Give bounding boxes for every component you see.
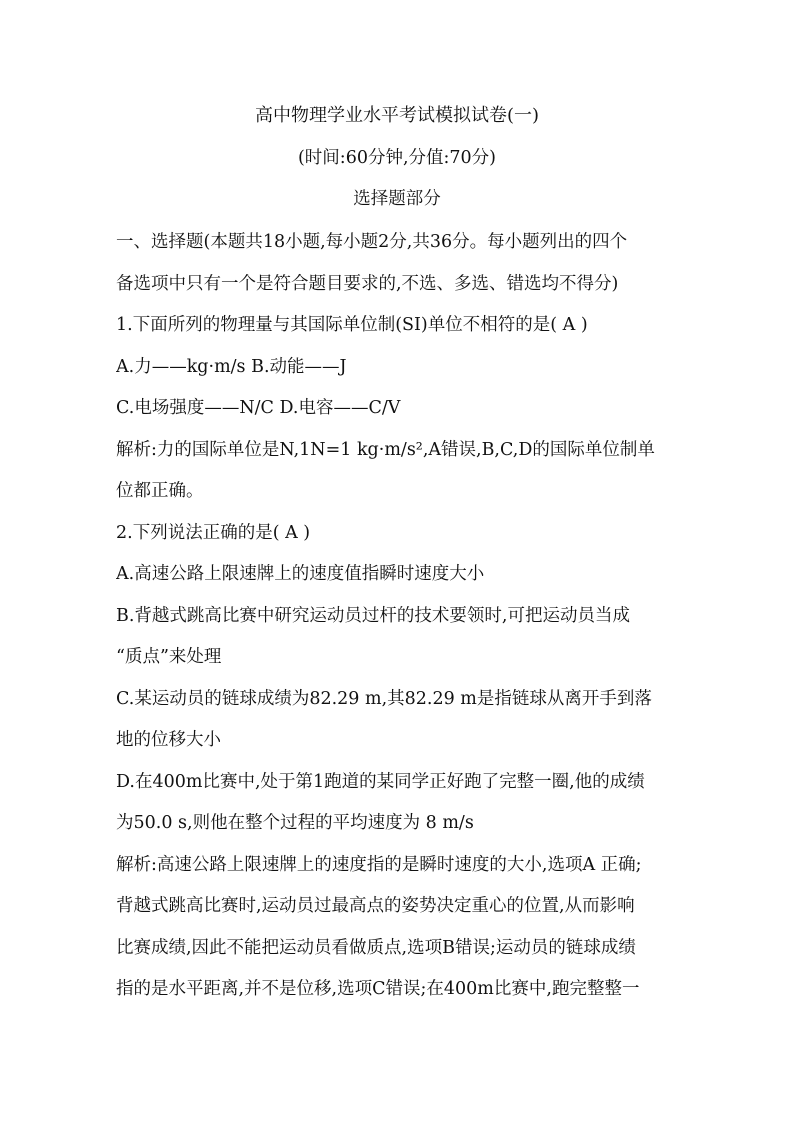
instructions-line-1: 一、选择题(本题共18小题,每小题2分,共36分。每小题列出的四个	[116, 232, 628, 252]
question-2-option-d-line-2: 为50.0 s,则他在整个过程的平均速度为 8 m/s	[116, 813, 474, 833]
question-1-analysis-line-1: 解析:力的国际单位是N,1N=1 kg·m/s²,A错误,B,C,D的国际单位制单	[116, 440, 655, 460]
question-2-analysis-line-2: 背越式跳高比赛时,运动员过最高点的姿势决定重心的位置,从而影响	[116, 896, 635, 916]
question-2-option-d-line-1: D.在400m比赛中,处于第1跑道的某同学正好跑了完整一圈,他的成绩	[116, 772, 645, 792]
question-2-stem: 2.下列说法正确的是( A )	[116, 523, 311, 543]
instructions-line-2: 备选项中只有一个是符合题目要求的,不选、多选、错选均不得分)	[116, 274, 619, 294]
question-2-option-c-line-2: 地的位移大小	[116, 730, 221, 750]
question-2-option-b-line-2: “质点”来处理	[116, 647, 222, 667]
page-title: 高中物理学业水平考试模拟试卷(一)	[254, 105, 540, 126]
section-heading: 选择题部分	[353, 189, 441, 209]
question-1-options-cd: C.电场强度——N/C D.电容——C/V	[116, 398, 401, 418]
question-2-option-a: A.高速公路上限速牌上的速度值指瞬时速度大小	[116, 564, 485, 584]
question-1-stem: 1.下面所列的物理量与其国际单位制(SI)单位不相符的是( A )	[116, 315, 588, 335]
question-2-analysis-line-3: 比赛成绩,因此不能把运动员看做质点,选项B错误;运动员的链球成绩	[116, 938, 636, 958]
question-2-option-c-line-1: C.某运动员的链球成绩为82.29 m,其82.29 m是指链球从离开手到落	[116, 689, 652, 709]
question-1-analysis-line-2: 位都正确。	[116, 481, 204, 501]
question-2-option-b-line-1: B.背越式跳高比赛中研究运动员过杆的技术要领时,可把运动员当成	[116, 606, 630, 626]
question-2-analysis-line-1: 解析:高速公路上限速牌上的速度指的是瞬时速度的大小,选项A 正确;	[116, 855, 642, 875]
question-1-options-ab: A.力——kg·m/s B.动能——J	[116, 357, 347, 377]
question-2-analysis-line-4: 指的是水平距离,并不是位移,选项C错误;在400m比赛中,跑完整整一	[116, 979, 640, 999]
exam-duration-score: (时间:60分钟,分值:70分)	[297, 148, 497, 168]
